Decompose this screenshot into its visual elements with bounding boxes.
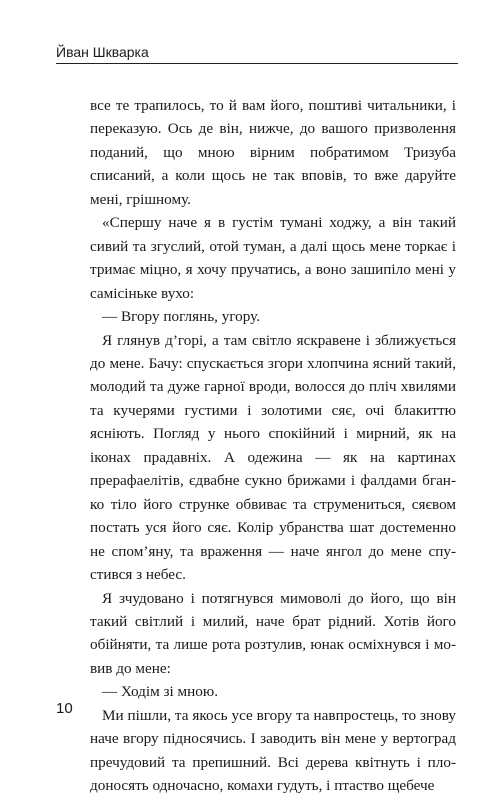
body-text [90, 94, 456, 798]
paragraph: Ми пішли, та якось усе вгору та навпростець, то знову наче вгору підносячись. І заводить він мене у вертоград пречудовий та препишний. Всі дерева квітнуть і плодоносять одночасно, комахи гудуть, і птаство щебече [90, 706, 456, 795]
running-title: Йван Шкварка [56, 44, 149, 60]
running-header [56, 44, 458, 64]
paragraph: Я глянув д’горі, а там світло яскравене і зближується до мене. Бачу: спускається згори хлопчина ясний такий, молодий та дуже гарної вроди, волосся до пліч хвилями та кучерями густими і золотими сяє, очі блакиттю ясніють. Погляд у нього спокійний і мирний, як на іконах прадавніх. А одежина — як на картинах прерафаелітів, єдвабне сукно брижами і фалдами бганко тіло його струнке обвиває та струмениться, сяєвом постать уся його сяє. Колір убранства шат достеменно не спом’яну, та враження — наче янгол до мене спустився з небес. [90, 331, 456, 584]
paragraph: «Спершу наче я в густім тумані ходжу, а він такий сивий та згуслий, отой туман, а далі щось мене торкає і тримає міцно, я хочу пручатись, а воно зашипіло мені у самісіньке вухо: [90, 214, 456, 302]
dialogue-line: — Ходім зі мною. [102, 683, 218, 701]
page-number: 10 [56, 700, 73, 717]
paragraph: Я зчудовано і потягнувся мимоволі до його, що він такий світлий і милий, наче брат рідний. Хотів його обійняти, та лише рота розтулив, юнак осміхнувся і мовив до мене: [90, 589, 456, 677]
dialogue-line: — Вгору поглянь, угору. [102, 308, 261, 326]
paragraph: все те трапилось, то й вам його, поштиві читальники, і переказую. Ось де він, нижче, до вашого призволення поданий, що мною вірним побратимом Тризуба списаний, а коли щось не так вповів, то вже даруйте мені, грішному. [90, 97, 456, 208]
